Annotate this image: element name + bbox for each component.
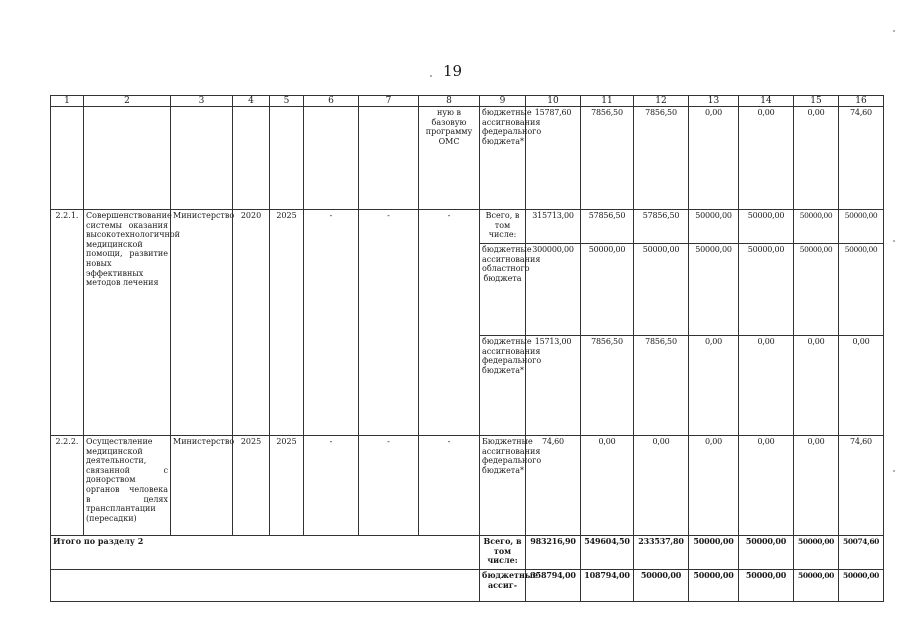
value-cell: 15713,00	[526, 336, 581, 436]
table-cell	[233, 107, 270, 210]
table-row	[51, 107, 884, 210]
end-year-cell: 2025	[270, 436, 304, 536]
table-cell: -	[419, 210, 480, 436]
value-cell: 50000,00	[689, 536, 739, 570]
value-cell: 50000,00	[689, 210, 739, 244]
item-number: 2.2.1.	[51, 210, 84, 436]
header-cell: 5	[270, 96, 304, 107]
funding-type-cell: бюджетные ассиг-	[480, 570, 526, 602]
end-year-cell: 2025	[270, 210, 304, 436]
header-cell: 15	[794, 96, 839, 107]
value-cell: 50000,00	[689, 244, 739, 336]
value-cell: 7856,50	[634, 107, 689, 210]
table-cell	[171, 107, 233, 210]
header-cell: 1	[51, 96, 84, 107]
value-cell: 0,00	[739, 107, 794, 210]
item-number: 2.2.2.	[51, 436, 84, 536]
value-cell: 50000,00	[794, 244, 839, 336]
scan-artifact	[893, 30, 895, 32]
executor-cell: Министерство	[171, 210, 233, 436]
funding-type-cell: Всего, в том числе:	[480, 536, 526, 570]
header-row	[51, 96, 884, 107]
value-cell: 57856,50	[634, 210, 689, 244]
funding-type-cell: Бюджетные ассигнования федерального бюджета*	[480, 436, 526, 536]
funding-source-cell: ную в базовую программу ОМС	[419, 107, 480, 210]
value-cell: 233537,80	[634, 536, 689, 570]
value-cell: 7856,50	[581, 336, 634, 436]
value-cell: 315713,00	[526, 210, 581, 244]
value-cell: 0,00	[689, 436, 739, 536]
page-number: 19	[442, 62, 463, 80]
value-cell: 15787,60	[526, 107, 581, 210]
value-cell: 50000,00	[581, 244, 634, 336]
table-row	[51, 570, 884, 602]
table-row	[51, 210, 884, 244]
section-total-label: Итого по разделу 2	[51, 536, 480, 570]
header-cell: 14	[739, 96, 794, 107]
value-cell: 50000,00	[634, 570, 689, 602]
value-cell: 50000,00	[839, 570, 884, 602]
item-name: Совершенствование системы оказания высокотехнологичной медицинской помощи, развитие новых эффективных методов лечения	[84, 210, 171, 436]
header-cell: 10	[526, 96, 581, 107]
value-cell: 50000,00	[794, 210, 839, 244]
start-year-cell: 2020	[233, 210, 270, 436]
table-cell	[359, 107, 419, 210]
value-cell: 7856,50	[634, 336, 689, 436]
funding-type-cell: бюджетные ассигнования федерального бюджета*	[480, 107, 526, 210]
value-cell: 0,00	[689, 107, 739, 210]
budget-table	[50, 95, 884, 602]
value-cell: 74,60	[526, 436, 581, 536]
header-cell: 16	[839, 96, 884, 107]
scan-artifact	[893, 470, 895, 472]
header-cell: 6	[304, 96, 359, 107]
value-cell: 74,60	[839, 107, 884, 210]
value-cell: 0,00	[689, 336, 739, 436]
value-cell: 50000,00	[839, 210, 884, 244]
table-cell	[304, 107, 359, 210]
value-cell: 108794,00	[581, 570, 634, 602]
table-row	[51, 436, 884, 536]
value-cell: 0,00	[739, 336, 794, 436]
table-cell: -	[304, 436, 359, 536]
executor-cell: Министерство	[171, 436, 233, 536]
value-cell: 50000,00	[839, 244, 884, 336]
table-cell	[51, 570, 480, 602]
header-cell: 3	[171, 96, 233, 107]
header-cell: 4	[233, 96, 270, 107]
table-cell: -	[304, 210, 359, 436]
table-cell: -	[359, 436, 419, 536]
value-cell: 983216,90	[526, 536, 581, 570]
value-cell: 50000,00	[794, 570, 839, 602]
value-cell: 0,00	[839, 336, 884, 436]
header-cell: 12	[634, 96, 689, 107]
value-cell: 50000,00	[634, 244, 689, 336]
header-cell: 11	[581, 96, 634, 107]
table-cell	[51, 107, 84, 210]
value-cell: 50000,00	[739, 210, 794, 244]
item-name: Осуществление медицинской деятельности, связанной с донорством органов человека в целях трансплантации (пересадки)	[84, 436, 171, 536]
value-cell: 0,00	[794, 107, 839, 210]
value-cell: 0,00	[739, 436, 794, 536]
value-cell: 50000,00	[739, 536, 794, 570]
table-row	[51, 536, 884, 570]
value-cell: 0,00	[581, 436, 634, 536]
header-cell: 2	[84, 96, 171, 107]
value-cell: 50074,60	[839, 536, 884, 570]
header-cell: 9	[480, 96, 526, 107]
value-cell: 358794,00	[526, 570, 581, 602]
value-cell: 50000,00	[689, 570, 739, 602]
funding-type-cell: бюджетные ассигнования федерального бюджета*	[480, 336, 526, 436]
value-cell: 549604,50	[581, 536, 634, 570]
value-cell: 0,00	[794, 336, 839, 436]
value-cell: 74,60	[839, 436, 884, 536]
value-cell: 50000,00	[794, 536, 839, 570]
funding-type-cell: бюджетные ассигнования областного бюджета	[480, 244, 526, 336]
table-cell	[84, 107, 171, 210]
scan-artifact	[430, 75, 432, 77]
header-cell: 13	[689, 96, 739, 107]
table-cell	[270, 107, 304, 210]
scan-artifact	[893, 240, 895, 242]
table-cell: -	[419, 436, 480, 536]
value-cell: 57856,50	[581, 210, 634, 244]
value-cell: 7856,50	[581, 107, 634, 210]
funding-type-cell: Всего, в том числе:	[480, 210, 526, 244]
header-cell: 8	[419, 96, 480, 107]
header-cell: 7	[359, 96, 419, 107]
value-cell: 0,00	[794, 436, 839, 536]
start-year-cell: 2025	[233, 436, 270, 536]
table-cell: -	[359, 210, 419, 436]
value-cell: 50000,00	[739, 244, 794, 336]
value-cell: 50000,00	[739, 570, 794, 602]
value-cell: 300000,00	[526, 244, 581, 336]
value-cell: 0,00	[634, 436, 689, 536]
